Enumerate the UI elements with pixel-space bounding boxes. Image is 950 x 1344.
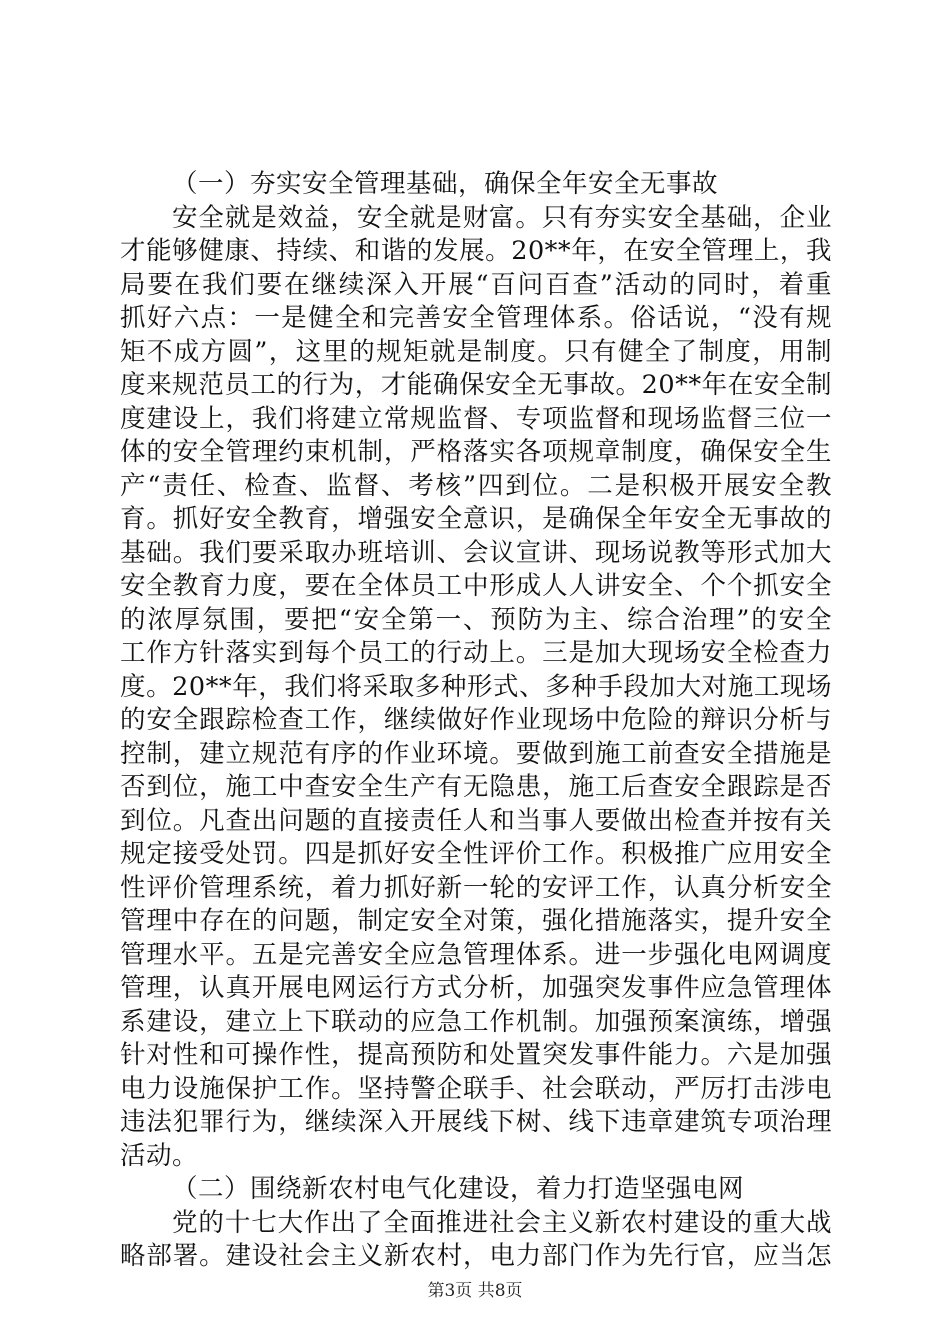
paragraph-line: 管理水平。五是完善安全应急管理体系。进一步强化电网调度 [120, 939, 832, 970]
section-heading-2: （二）围绕新农村电气化建设，着力打造坚强电网 [172, 1174, 745, 1204]
paragraph-line: 体的安全管理约束机制，严格落实各项规章制度，确保安全生 [120, 437, 832, 467]
paragraph-line: 违法犯罪行为，继续深入开展线下树、线下违章建筑专项治理 [120, 1107, 832, 1137]
paragraph-line: 的安全跟踪检查工作，继续做好作业现场中危险的辩识分析与 [120, 705, 832, 735]
paragraph-line: 安全教育力度，要在全体员工中形成人人讲安全、个个抓安全 [120, 571, 832, 601]
paragraph-line: 度。20**年，我们将采取多种形式、多种手段加大对施工现场 [120, 671, 832, 702]
paragraph-line: 管理，认真开展电网运行方式分析，加强突发事件应急管理体 [120, 973, 832, 1003]
section-heading-1: （一）夯实安全管理基础，确保全年安全无事故 [172, 169, 719, 199]
paragraph-line: 电力设施保护工作。坚持警企联手、社会联动，严厉打击涉电 [120, 1073, 832, 1104]
paragraph-line: 度建设上，我们将建立常规监督、专项监督和现场监督三位一 [120, 403, 832, 434]
paragraph-line: 基础。我们要采取办班培训、会议宣讲、现场说教等形式加大 [120, 537, 832, 568]
paragraph-line: 的浓厚氛围，要把“安全第一、预防为主、综合治理”的安全 [120, 604, 832, 635]
paragraph-line: 育。抓好安全教育，增强安全意识，是确保全年安全无事故的 [120, 504, 832, 534]
document-body [120, 168, 832, 1274]
paragraph-line: 产“责任、检查、监督、考核”四到位。二是积极开展安全教 [120, 470, 832, 501]
page-footer: 第3页 共8页 [427, 1281, 523, 1301]
paragraph-line: 安全就是效益，安全就是财富。只有夯实安全基础，企业 [172, 202, 832, 233]
paragraph-line: 度来规范员工的行为，才能确保安全无事故。20**年在安全制 [120, 370, 832, 400]
paragraph-line: 性评价管理系统，着力抓好新一轮的安评工作，认真分析安全 [120, 872, 832, 903]
paragraph-line: 矩不成方圆”，这里的规矩就是制度。只有健全了制度，用制 [120, 336, 832, 367]
paragraph-line: 才能够健康、持续、和谐的发展。20**年，在安全管理上，我 [120, 236, 832, 266]
paragraph-line: 规定接受处罚。四是抓好安全性评价工作。积极推广应用安全 [120, 839, 832, 869]
paragraph-line: 工作方针落实到每个员工的行动上。三是加大现场安全检查力 [120, 638, 832, 668]
paragraph-line: 活动。 [120, 1140, 199, 1171]
paragraph-line: 系建设，建立上下联动的应急工作机制。加强预案演练，增强 [120, 1006, 832, 1037]
paragraph-line: 管理中存在的问题，制定安全对策，强化措施落实，提升安全 [120, 906, 832, 936]
paragraph-line: 抓好六点：一是健全和完善安全管理体系。俗话说，“没有规 [120, 303, 832, 333]
paragraph-line: 略部署。建设社会主义新农村，电力部门作为先行官，应当怎 [120, 1241, 832, 1271]
paragraph-line: 局要在我们要在继续深入开展“百问百查”活动的同时，着重 [120, 269, 832, 300]
paragraph-line: 党的十七大作出了全面推进社会主义新农村建设的重大战 [172, 1207, 832, 1238]
paragraph-line: 控制，建立规范有序的作业环境。要做到施工前查安全措施是 [120, 738, 832, 769]
paragraph-line: 到位。凡查出问题的直接责任人和当事人要做出检查并按有关 [120, 805, 832, 836]
paragraph-line: 否到位，施工中查安全生产有无隐患，施工后查安全跟踪是否 [120, 772, 832, 802]
paragraph-line: 针对性和可操作性，提高预防和处置突发事件能力。六是加强 [120, 1040, 832, 1070]
